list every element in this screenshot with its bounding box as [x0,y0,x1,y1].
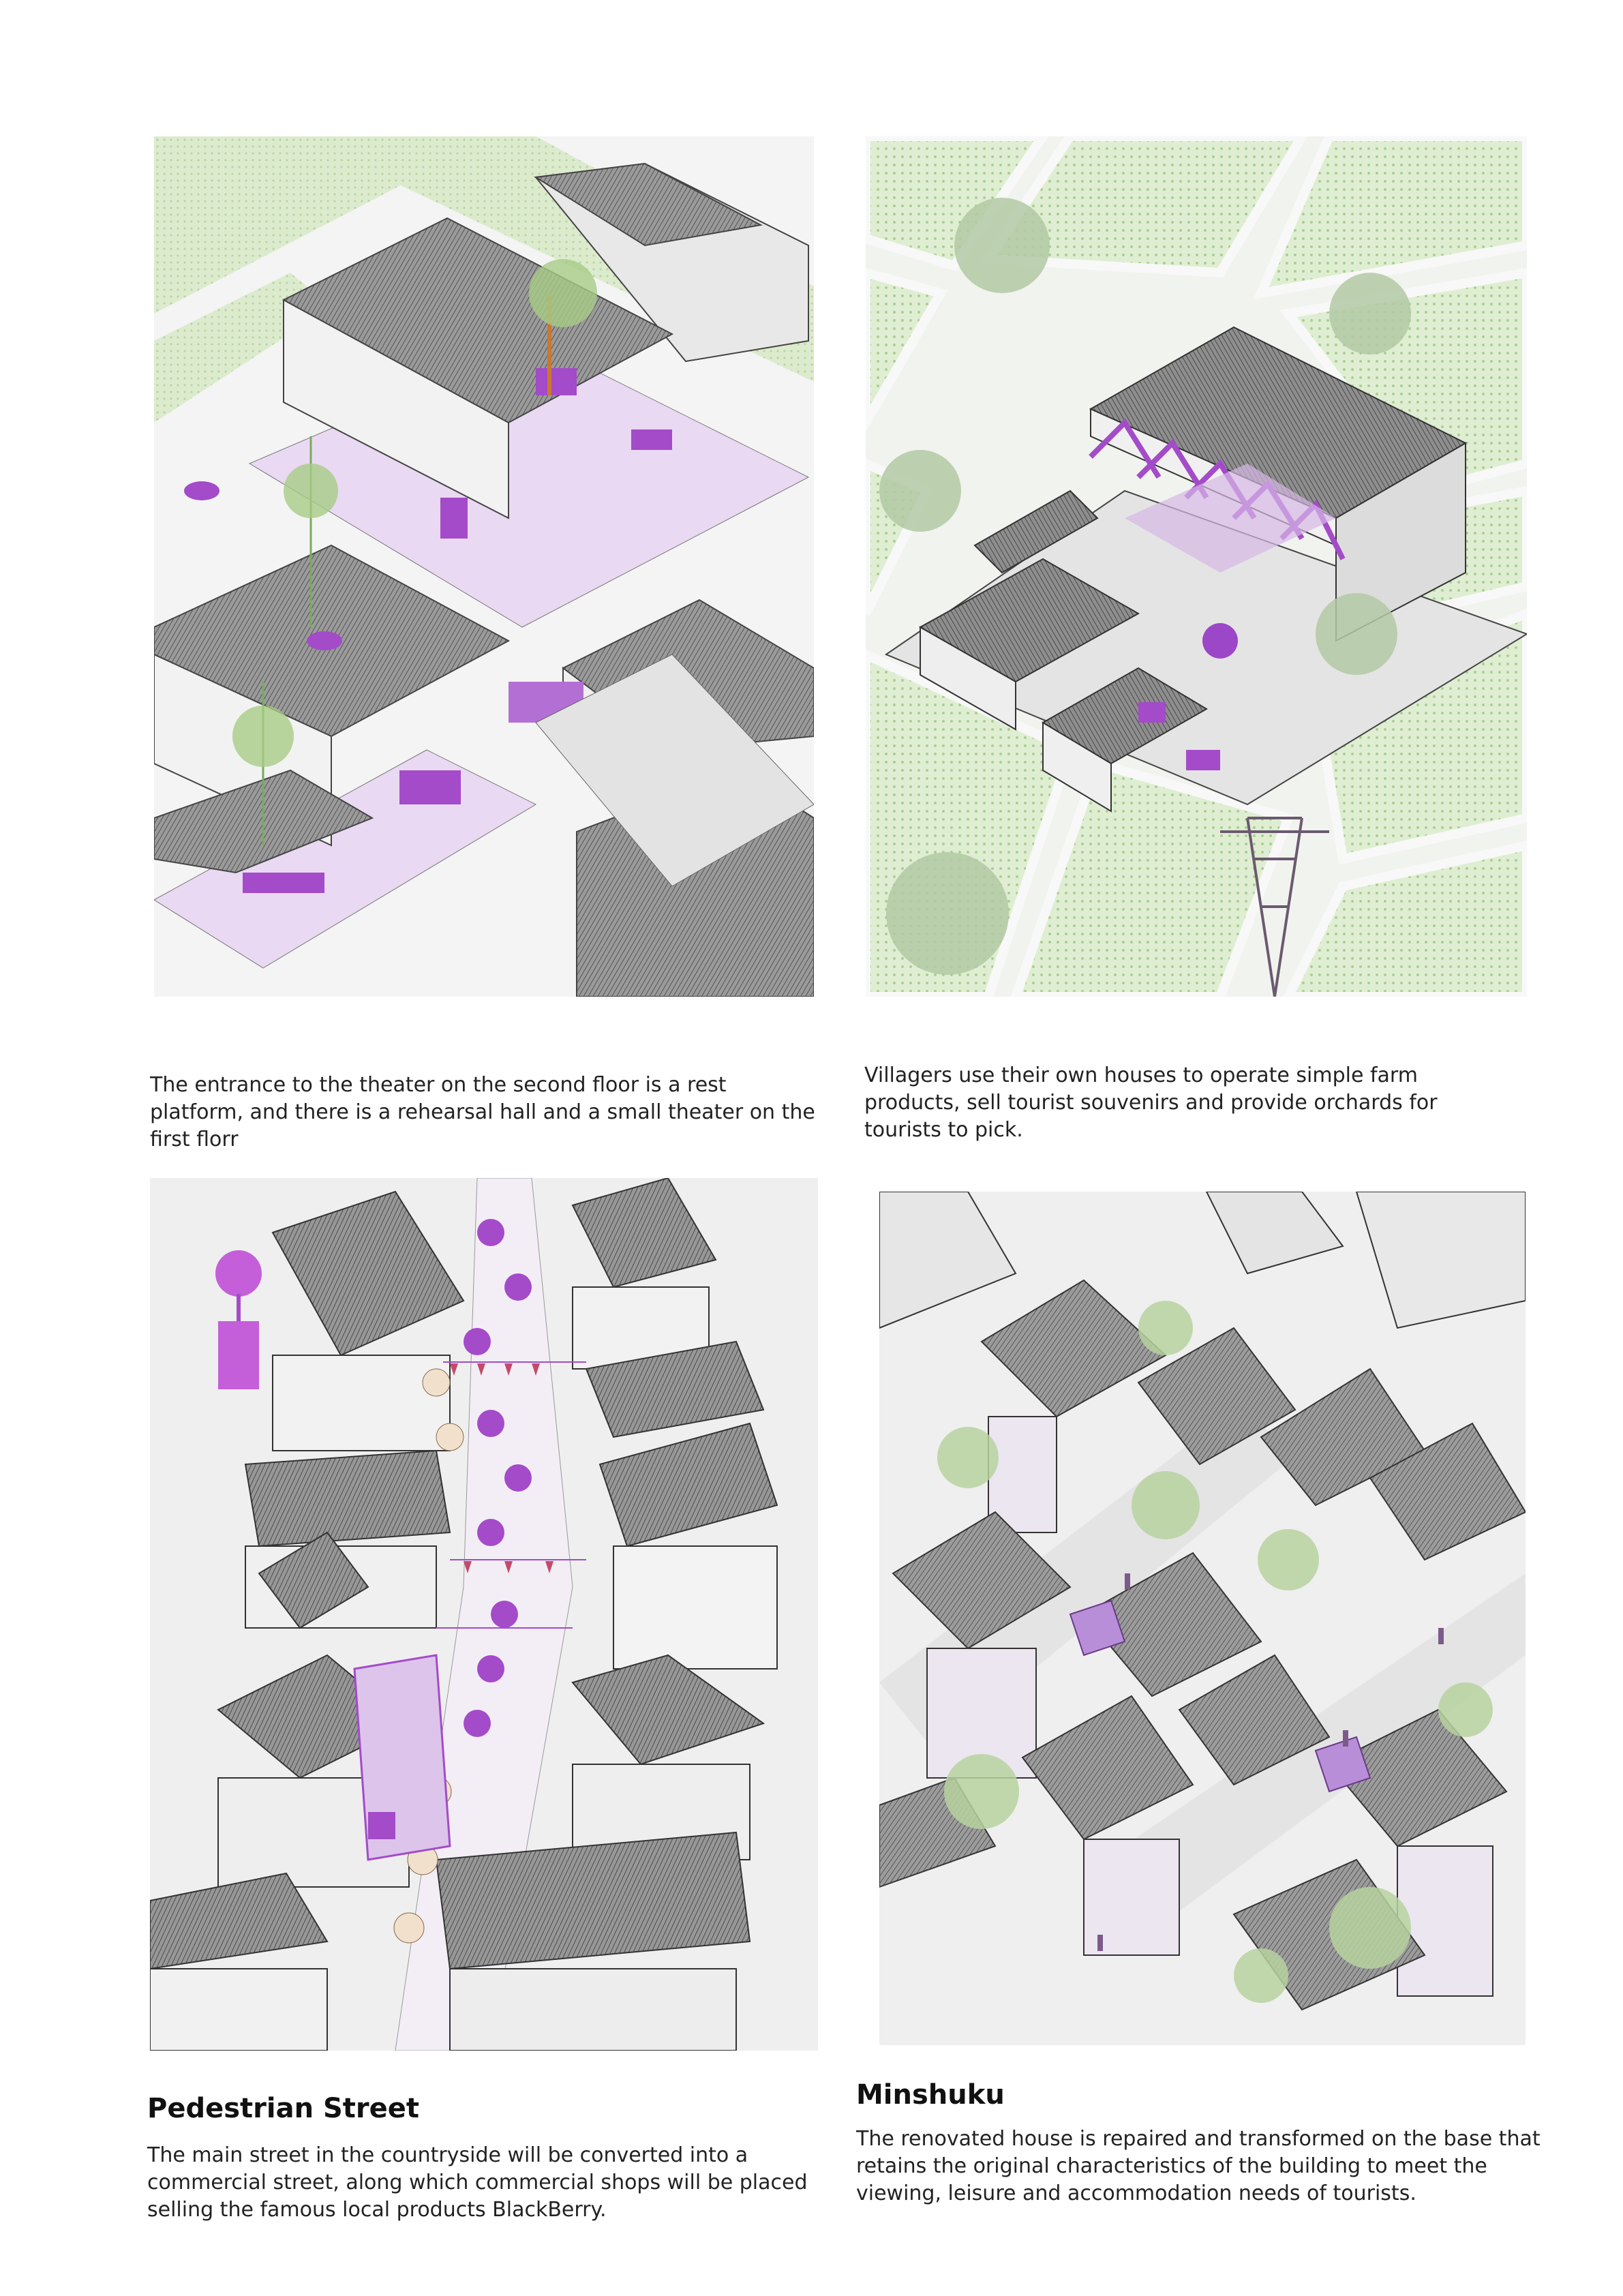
pedestrian-street-caption: The main street in the countryside will be converted into a commercial street, along which commercial shops will be placed selling the famous local products BlackBerry. [147,2143,808,2222]
theater-caption: The entrance to the theater on the second floor is a rest platform, and there is a rehearsal hall and a small theater on the first florr [150,1073,815,1151]
farm-illustration [866,136,1527,997]
farm-caption: Villagers use their own houses to operate simple farm products, sell tourist souvenirs and provide orchards for tourists to pick. [864,1063,1438,1142]
street-illustration [150,1178,818,2051]
pedestrian-street-heading: Pedestrian Street [147,2093,420,2124]
farm-axonometric-drawing [866,136,1527,997]
umbrella-icon [1202,623,1238,659]
theater-axonometric-drawing [154,136,814,997]
minshuku-heading: Minshuku [856,2079,1005,2111]
minshuku-caption: The renovated house is repaired and transformed on the base that retains the original characteristics of the building to meet the viewing, leisure and accommodation needs of tourists. [856,2127,1541,2205]
theater-illustration [154,136,814,997]
minshuku-illustration [879,1192,1526,2045]
minshuku-axonometric-drawing [879,1192,1526,2045]
street-axonometric-drawing [150,1178,818,2051]
